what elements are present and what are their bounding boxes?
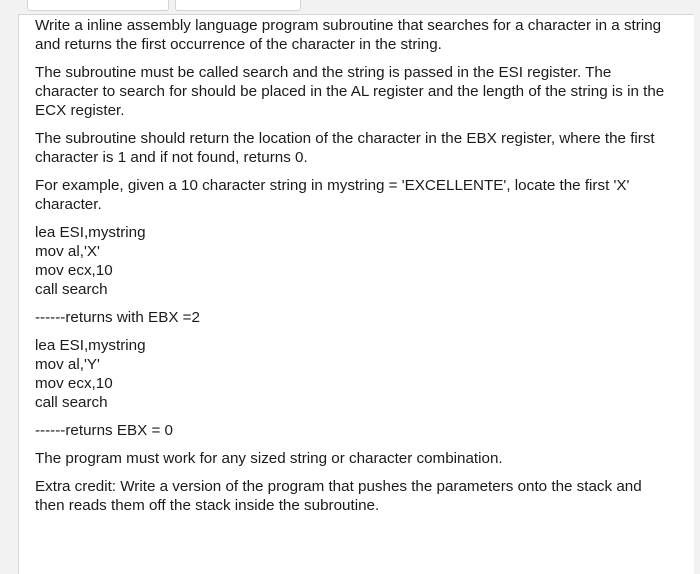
code-line: mov ecx,10 [35,375,113,392]
code-line: mov al,'X' [35,243,100,260]
code-line: mov ecx,10 [35,262,113,279]
extra-credit-paragraph: Extra credit: Write a version of the program that pushes the parameters onto the stack and then reads them off the stack inside the subroutine. [35,478,642,514]
tab-right[interactable] [175,0,301,11]
intro-paragraph: Write a inline assembly language program subroutine that searches for a character in a string and returns the first occurrence of the character in the string. [35,17,662,53]
example-1-result: ------returns with EBX =2 [35,309,200,326]
requirement-paragraph: The program must work for any sized string or character combination. [35,450,503,467]
code-line: lea ESI,mystring [35,337,146,354]
top-tabs [0,0,700,14]
code-line: mov al,'Y' [35,356,100,373]
code-line: lea ESI,mystring [35,224,146,241]
example-2-result: ------returns EBX = 0 [35,422,173,439]
question-body [35,16,665,524]
code-example-2 [35,336,665,412]
code-line: call search [35,281,108,298]
code-example-1 [35,223,665,299]
registers-paragraph: The subroutine must be called search and the string is passed in the ESI register. The character to search for should be placed in the AL register and the length of the string is in the ECX register. [35,64,665,119]
example-paragraph: For example, given a 10 character string in mystring = 'EXCELLENTE', locate the first 'X' character. [35,177,630,213]
return-paragraph: The subroutine should return the location of the character in the EBX register, where the first character is 1 and if not found, returns 0. [35,130,655,166]
code-line: call search [35,394,108,411]
tab-left[interactable] [27,0,169,11]
